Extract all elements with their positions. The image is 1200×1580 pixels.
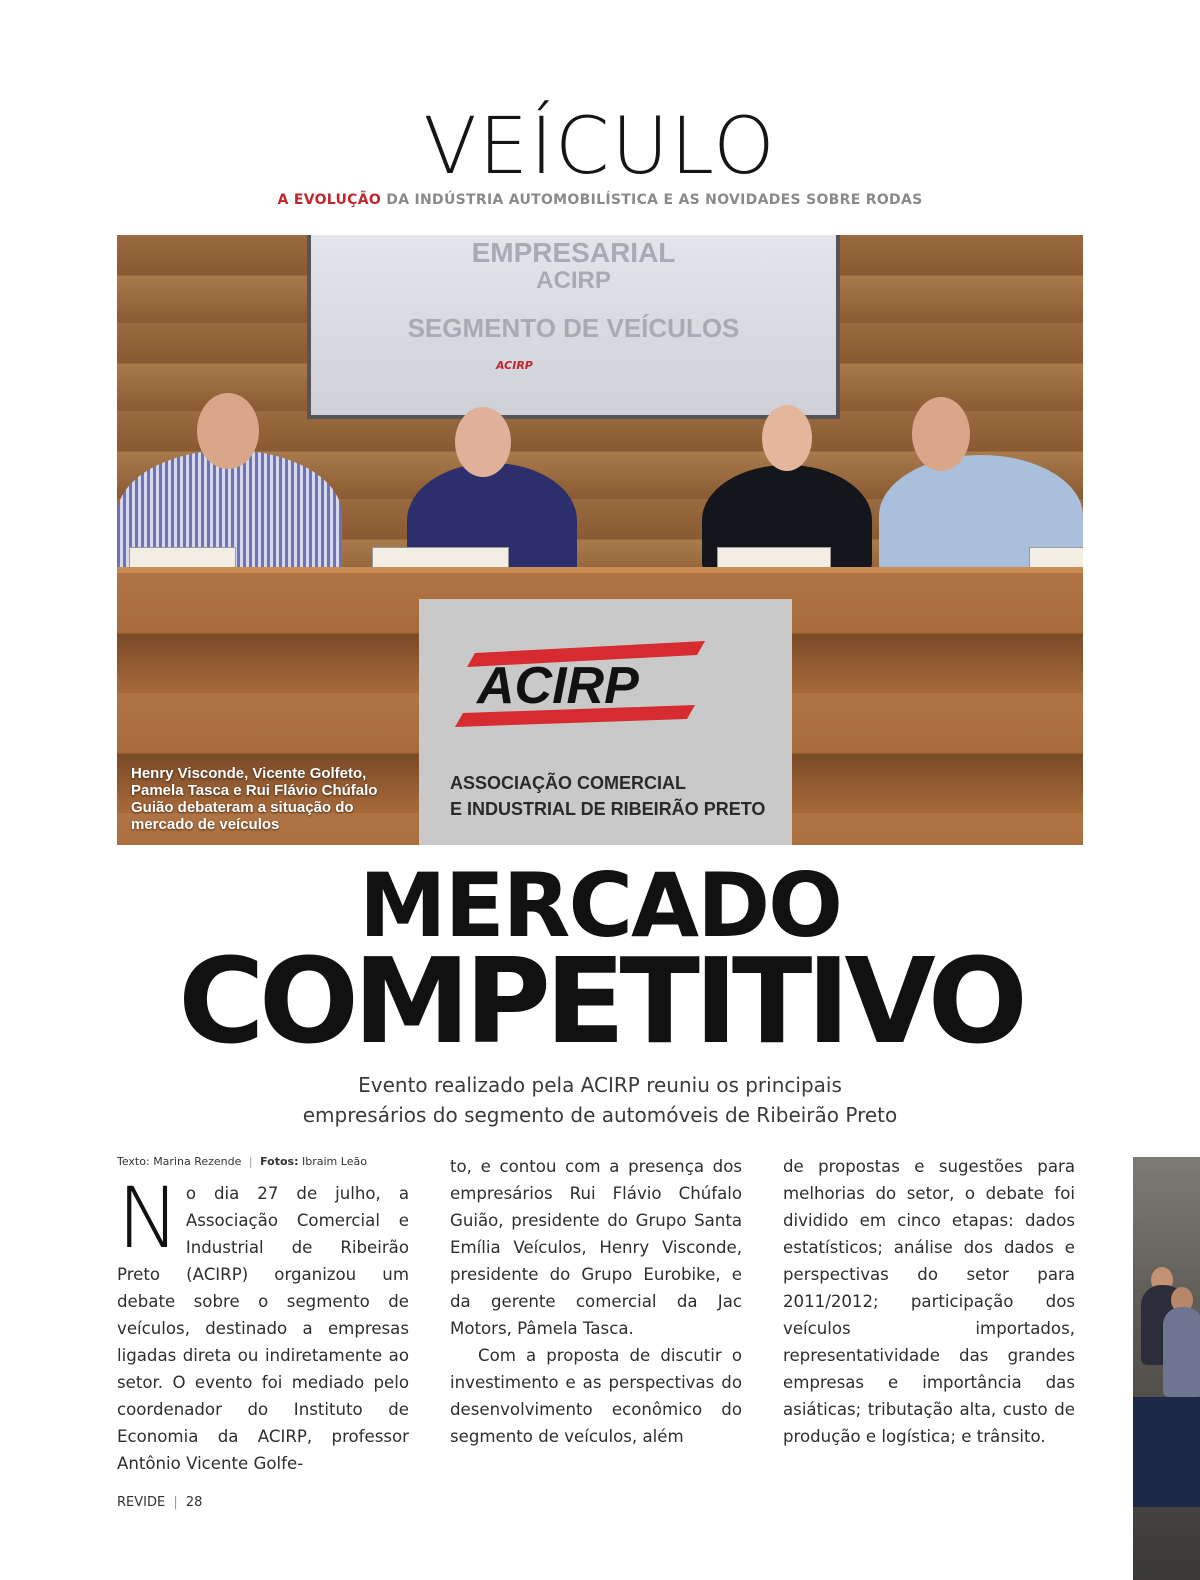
side-photo-chair	[1133, 1397, 1200, 1507]
byline-photo-author: Ibraim Leão	[302, 1155, 367, 1168]
drop-cap: N	[117, 1169, 180, 1267]
byline-text-label: Texto:	[117, 1155, 150, 1168]
headline-line-2: COMPETITIVO	[178, 932, 1022, 1070]
acirp-logo-text: ACIRP	[477, 657, 639, 715]
panel-name-line-2: E INDUSTRIAL DE RIBEIRÃO PRETO	[450, 799, 766, 819]
side-photo	[1133, 1157, 1200, 1580]
screen-line-2: ACIRP	[536, 267, 611, 294]
body-column-1	[117, 1169, 409, 1477]
deck-line-2: empresários do segmento de automóveis de Ribeirão Preto	[302, 1103, 898, 1127]
screen-line-3: SEGMENTO DE VEÍCULOS	[407, 313, 740, 343]
screen-logo: ACIRP	[496, 359, 533, 372]
headline-line-1: MERCADO	[359, 854, 841, 957]
main-photo	[117, 235, 1083, 845]
body-column-3-text: de propostas e sugestões para melhorias do setor, o debate foi dividido em cinco etapas: dados estatísticos; análise dos dados e perspectivas do setor para 2011/2012; participação dos veículos importados, representatividade das grandes empresas e importância das asiáticas; tributação alta, custo de produção e logística; e trânsito.	[783, 1157, 1075, 1446]
body-column-2	[450, 1153, 742, 1450]
person-4-head	[912, 397, 970, 471]
panel-name-line-1: ASSOCIAÇÃO COMERCIAL	[450, 773, 687, 793]
body-column-2-paragraph-1: to, e contou com a presença dos empresários Rui Flávio Chúfalo Guião, presidente do Grupo Santa Emília Veículos, Henry Visconde, presidente do Grupo Eurobike, e da gerente comercial da Jac Motors, Pâmela Tasca.	[450, 1157, 742, 1338]
body-column-2-paragraph-2: Com a proposta de discutir o investimento e as perspectivas do desenvolvimento econômico do segmento de veículos, além	[450, 1346, 742, 1446]
projection-screen	[307, 235, 840, 419]
byline-text-author: Marina Rezende	[153, 1155, 242, 1168]
deck-line-1: Evento realizado pela ACIRP reuniu os principais	[358, 1073, 842, 1097]
person-2-head	[455, 407, 511, 477]
folio-magazine: REVIDE	[117, 1495, 166, 1510]
person-1-head	[197, 393, 259, 469]
screen-line-1: EMPRESARIAL	[471, 237, 676, 268]
photo-caption: Henry Visconde, Vicente Golfeto, Pamela Tasca e Rui Flávio Chúfalo Guião debateram a situação do mercado de veículos	[131, 765, 378, 833]
acirp-logo	[455, 635, 715, 735]
byline	[117, 1155, 367, 1168]
body-column-3	[783, 1153, 1075, 1450]
section-subtitle-accent: A EVOLUÇÃO	[277, 192, 382, 208]
byline-photo-label: Fotos:	[260, 1155, 299, 1168]
section-subtitle-rest: DA INDÚSTRIA AUTOMOBILÍSTICA E AS NOVIDADES SOBRE RODAS	[381, 192, 923, 208]
byline-separator: |	[248, 1155, 253, 1168]
folio-separator: |	[173, 1495, 178, 1510]
person-3-head	[762, 405, 812, 471]
panel-name	[450, 770, 765, 822]
page-folio	[117, 1495, 202, 1510]
body-column-1-text: o dia 27 de julho, a Associação Comercial e Industrial de Ribeirão Preto (ACIRP) organizou um debate sobre o segmento de veículos, destinado a empresas ligadas direta ou indiretamente ao setor. O evento foi mediado pelo coordenador do Instituto de Economia da ACIRP, professor Antônio Vicente Golfe-	[117, 1184, 409, 1473]
folio-page-number: 28	[185, 1495, 203, 1510]
deck	[250, 1070, 950, 1130]
side-photo-person-2	[1163, 1307, 1200, 1397]
section-title: VEÍCULO	[423, 102, 777, 192]
section-subtitle	[0, 192, 1200, 208]
